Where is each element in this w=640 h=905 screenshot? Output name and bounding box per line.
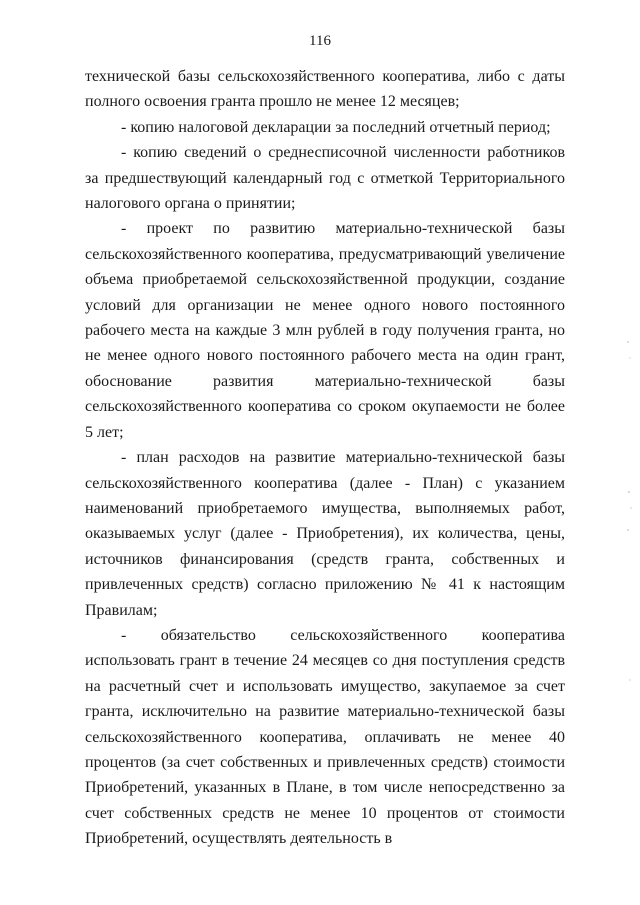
- paragraph-expense-plan: - план расходов на развитие материально-технической базы сельскохозяйственного кооператива (далее - План) с указанием наименований приобретаемого имущества, выполняемых работ, оказываемых услуг (далее - Приобретения), их количества, цены, источников финансирования (средств гранта, собственных и привлеченных средств) согласно приложению № 41 к настоящим Правилам;: [85, 449, 565, 619]
- document-body: [85, 64, 565, 852]
- page-number: 116: [309, 33, 331, 49]
- paragraph-employee-count: - копию сведений о среднесписочной численности работников за предшествующий календарный год с отметкой Территориального налогового органа о принятии;: [85, 144, 565, 213]
- scan-specks: [624, 340, 634, 700]
- paragraph-development-project: - проект по развитию материально-технической базы сельскохозяйственного кооператива, предусматривающий увеличение объема приобретаемой сельскохозяйственной продукции, создание условий для организации не менее одного нового постоянного рабочего места на каждые 3 млн рублей в году получения гранта, но не менее одного нового постоянного рабочего места на один грант, обоснование развития материально-технической базы сельскохозяйственного кооператива со сроком окупаемости не более 5 лет;: [85, 220, 565, 441]
- paragraph-tax-declaration: - копию налоговой декларации за последний отчетный период;: [121, 118, 551, 136]
- paragraph-obligation: - обязательство сельскохозяйственного кооператива использовать грант в течение 24 месяцев со дня поступления средств на расчетный счет и использовать имущество, закупаемое за счет гранта, исключительно на развитие материально-технической базы сельскохозяйственного кооператива, оплачивать не менее 40 процентов (за счет собственных и привлеченных средств) стоимости Приобретений, указанных в Плане, в том числе непосредственно за счет собственных средств не менее 10 процентов от стоимости Приобретений, осуществлять деятельность в: [85, 626, 565, 848]
- paragraph-continuation: технической базы сельскохозяйственного кооператива, либо с даты полного освоения гранта прошло не менее 12 месяцев;: [85, 68, 565, 111]
